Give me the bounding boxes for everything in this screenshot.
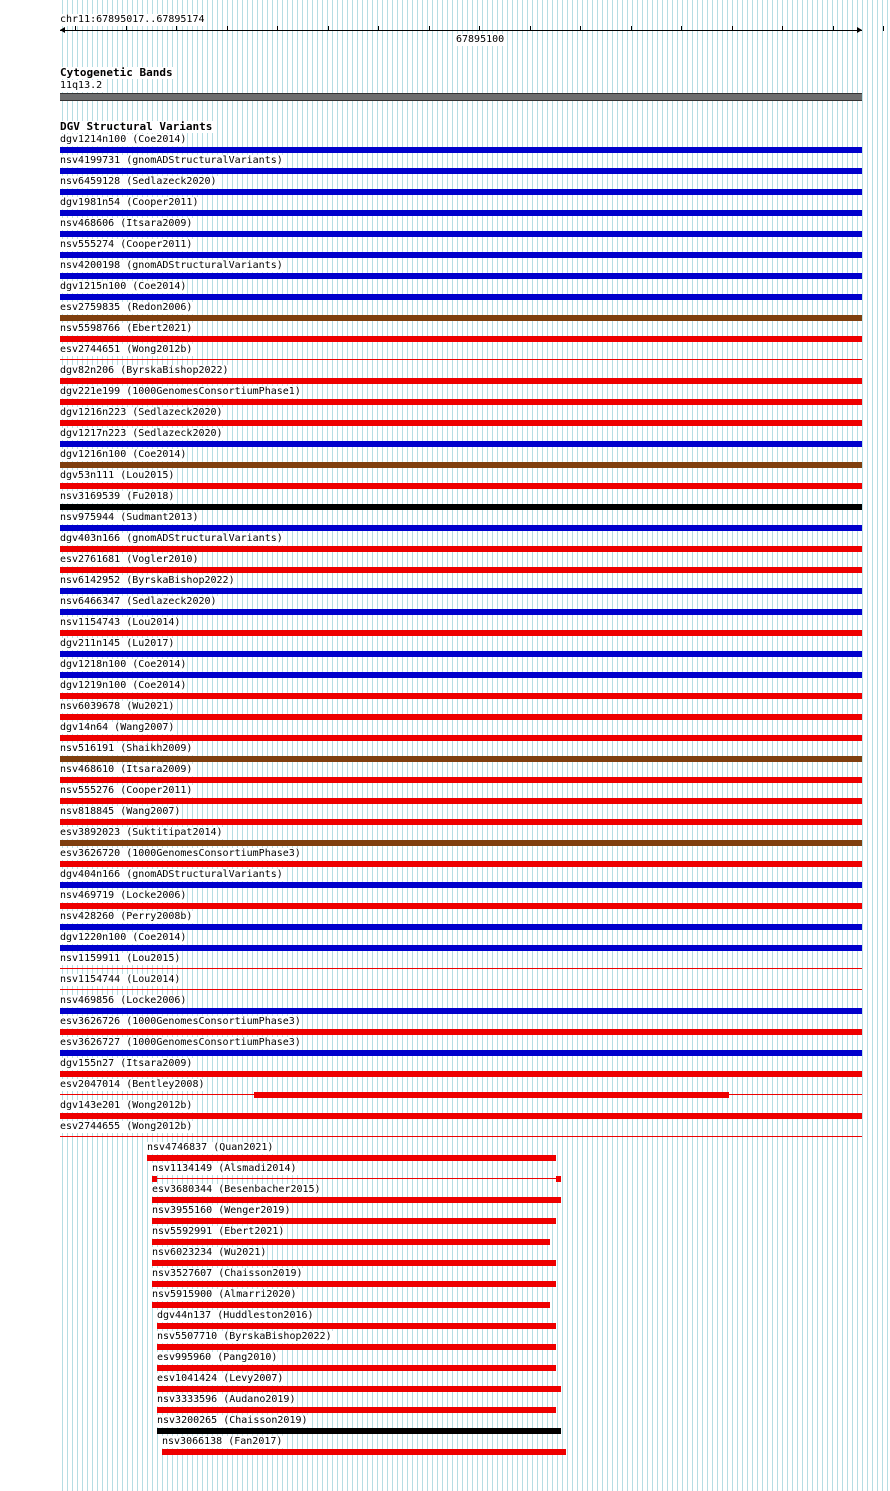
grid-line bbox=[887, 0, 888, 1491]
grid-line bbox=[552, 0, 553, 1491]
dgv-feature-label[interactable]: nsv4200198 (gnomADStructuralVariants) bbox=[60, 260, 283, 271]
grid-line bbox=[822, 0, 823, 1491]
dgv-feature-label[interactable]: esv2759835 (Redon2006) bbox=[60, 302, 193, 313]
dgv-feature-label[interactable]: nsv469856 (Locke2006) bbox=[60, 995, 187, 1006]
grid-line bbox=[622, 0, 623, 1491]
dgv-feature-label[interactable]: nsv3955160 (Wenger2019) bbox=[152, 1205, 291, 1216]
dgv-feature-label[interactable]: dgv1220n100 (Coe2014) bbox=[60, 932, 187, 943]
grid-line bbox=[662, 0, 663, 1491]
dgv-feature-label[interactable]: nsv469719 (Locke2006) bbox=[60, 890, 187, 901]
ruler-tick bbox=[580, 26, 581, 31]
grid-line bbox=[432, 0, 433, 1491]
dgv-feature-label[interactable]: nsv6023234 (Wu2021) bbox=[152, 1247, 267, 1258]
dgv-feature-bar[interactable] bbox=[60, 819, 862, 825]
grid-line bbox=[477, 0, 478, 1491]
grid-line bbox=[442, 0, 443, 1491]
dgv-feature-bar[interactable] bbox=[60, 252, 862, 258]
grid-line bbox=[607, 0, 608, 1491]
grid-line bbox=[827, 0, 828, 1491]
dgv-feature-label[interactable]: nsv5598766 (Ebert2021) bbox=[60, 323, 193, 334]
grid-line bbox=[377, 0, 378, 1491]
grid-line bbox=[612, 0, 613, 1491]
dgv-feature-label[interactable]: nsv1159911 (Lou2015) bbox=[60, 953, 181, 964]
dgv-feature-label[interactable]: dgv1219n100 (Coe2014) bbox=[60, 680, 187, 691]
dgv-feature-label[interactable]: nsv1154743 (Lou2014) bbox=[60, 617, 181, 628]
dgv-feature-label[interactable]: nsv3066138 (Fan2017) bbox=[162, 1436, 283, 1447]
grid-line bbox=[312, 0, 313, 1491]
dgv-feature-bar[interactable] bbox=[60, 651, 862, 657]
grid-line bbox=[387, 0, 388, 1491]
grid-line bbox=[517, 0, 518, 1491]
dgv-feature-label[interactable]: dgv1214n100 (Coe2014) bbox=[60, 134, 187, 145]
dgv-feature-bar[interactable] bbox=[60, 504, 862, 510]
grid-line bbox=[362, 0, 363, 1491]
dgv-feature-bar[interactable] bbox=[152, 1260, 556, 1266]
dgv-feature-label[interactable]: esv2761681 (Vogler2010) bbox=[60, 554, 199, 565]
ruler-tick bbox=[176, 26, 177, 31]
ruler-tick bbox=[429, 26, 430, 31]
ruler-right-arrow-icon bbox=[857, 27, 862, 33]
dgv-feature-label[interactable]: dgv155n27 (Itsara2009) bbox=[60, 1058, 193, 1069]
dgv-feature-label[interactable]: nsv468610 (Itsara2009) bbox=[60, 764, 193, 775]
dgv-feature-label[interactable]: dgv1981n54 (Cooper2011) bbox=[60, 197, 199, 208]
grid-line bbox=[522, 0, 523, 1491]
ruler-tick bbox=[530, 26, 531, 31]
grid-line bbox=[762, 0, 763, 1491]
grid-line bbox=[532, 0, 533, 1491]
grid-line bbox=[817, 0, 818, 1491]
dgv-feature-bar[interactable] bbox=[60, 693, 862, 699]
dgv-feature-label[interactable]: dgv143e201 (Wong2012b) bbox=[60, 1100, 193, 1111]
dgv-feature-bar[interactable] bbox=[60, 525, 862, 531]
grid-line bbox=[687, 0, 688, 1491]
dgv-feature-bar[interactable] bbox=[60, 630, 862, 636]
grid-line bbox=[467, 0, 468, 1491]
grid-line bbox=[402, 0, 403, 1491]
dgv-feature-label[interactable]: nsv468606 (Itsara2009) bbox=[60, 218, 193, 229]
dgv-feature-label[interactable]: dgv403n166 (gnomADStructuralVariants) bbox=[60, 533, 283, 544]
grid-line bbox=[657, 0, 658, 1491]
grid-line bbox=[367, 0, 368, 1491]
ruler-tick bbox=[681, 26, 682, 31]
grid-line bbox=[877, 0, 878, 1491]
ruler-tick bbox=[782, 26, 783, 31]
dgv-feature-label[interactable]: dgv82n206 (ByrskaBishop2022) bbox=[60, 365, 229, 376]
ruler-tick bbox=[883, 26, 884, 31]
dgv-feature-label[interactable]: nsv4746837 (Quan2021) bbox=[147, 1142, 274, 1153]
dgv-feature-label[interactable]: nsv1154744 (Lou2014) bbox=[60, 974, 181, 985]
dgv-feature-label[interactable]: esv3680344 (Besenbacher2015) bbox=[152, 1184, 321, 1195]
dgv-feature-bar[interactable] bbox=[60, 294, 862, 300]
ruler-tick bbox=[833, 26, 834, 31]
grid-line bbox=[542, 0, 543, 1491]
grid-line bbox=[707, 0, 708, 1491]
dgv-feature-label[interactable]: esv3626727 (1000GenomesConsortiumPhase3) bbox=[60, 1037, 301, 1048]
dgv-feature-label[interactable]: nsv3527607 (Chaisson2019) bbox=[152, 1268, 303, 1279]
dgv-feature-label[interactable]: esv995960 (Pang2010) bbox=[157, 1352, 278, 1363]
dgv-feature-bar[interactable] bbox=[60, 168, 862, 174]
grid-line bbox=[482, 0, 483, 1491]
grid-line bbox=[452, 0, 453, 1491]
dgv-feature-bar[interactable] bbox=[60, 735, 862, 741]
grid-line bbox=[862, 0, 863, 1491]
ruler-tick bbox=[227, 26, 228, 31]
grid-line bbox=[472, 0, 473, 1491]
grid-line bbox=[457, 0, 458, 1491]
grid-line bbox=[682, 0, 683, 1491]
dgv-feature-line[interactable] bbox=[60, 968, 862, 969]
dgv-feature-bar[interactable] bbox=[60, 756, 862, 762]
dgv-feature-label[interactable]: nsv3169539 (Fu2018) bbox=[60, 491, 175, 502]
dgv-feature-line[interactable] bbox=[60, 1136, 862, 1137]
grid-line bbox=[417, 0, 418, 1491]
dgv-feature-label[interactable]: nsv818845 (Wang2007) bbox=[60, 806, 181, 817]
grid-line bbox=[647, 0, 648, 1491]
dgv-feature-bar[interactable] bbox=[157, 1407, 556, 1413]
dgv-feature-bar[interactable] bbox=[60, 777, 862, 783]
ruler-tick bbox=[75, 26, 76, 31]
dgv-feature-label[interactable]: dgv14n64 (Wang2007) bbox=[60, 722, 175, 733]
grid-line bbox=[632, 0, 633, 1491]
grid-line bbox=[567, 0, 568, 1491]
dgv-feature-label[interactable]: nsv1134149 (Alsmadi2014) bbox=[152, 1163, 297, 1174]
dgv-feature-block[interactable] bbox=[152, 1176, 157, 1182]
grid-line bbox=[692, 0, 693, 1491]
dgv-feature-label[interactable]: esv2744651 (Wong2012b) bbox=[60, 344, 193, 355]
dgv-feature-label[interactable]: nsv428260 (Perry2008b) bbox=[60, 911, 193, 922]
grid-line bbox=[782, 0, 783, 1491]
ruler-tick bbox=[479, 26, 480, 31]
cytoband-track-title[interactable]: Cytogenetic Bands bbox=[60, 66, 173, 79]
grid-line bbox=[502, 0, 503, 1491]
dgv-feature-bar[interactable] bbox=[60, 546, 862, 552]
grid-line bbox=[712, 0, 713, 1491]
grid-line bbox=[397, 0, 398, 1491]
dgv-feature-bar[interactable] bbox=[60, 273, 862, 279]
dgv-feature-block[interactable] bbox=[556, 1176, 561, 1182]
grid-line bbox=[592, 0, 593, 1491]
dgv-feature-label[interactable]: dgv53n111 (Lou2015) bbox=[60, 470, 175, 481]
dgv-feature-bar[interactable] bbox=[60, 336, 862, 342]
grid-line bbox=[447, 0, 448, 1491]
grid-line bbox=[547, 0, 548, 1491]
dgv-feature-bar[interactable] bbox=[60, 1050, 862, 1056]
dgv-feature-label[interactable]: nsv5507710 (ByrskaBishop2022) bbox=[157, 1331, 332, 1342]
dgv-feature-label[interactable]: nsv3333596 (Audano2019) bbox=[157, 1394, 296, 1405]
dgv-feature-label[interactable]: nsv5592991 (Ebert2021) bbox=[152, 1226, 285, 1237]
dgv-feature-bar[interactable] bbox=[60, 609, 862, 615]
grid-line bbox=[847, 0, 848, 1491]
grid-line bbox=[492, 0, 493, 1491]
dgv-feature-label[interactable]: nsv6459128 (Sedlazeck2020) bbox=[60, 176, 217, 187]
dgv-feature-bar[interactable] bbox=[60, 588, 862, 594]
dgv-feature-bar[interactable] bbox=[60, 1008, 862, 1014]
cytoband-label: 11q13.2 bbox=[60, 80, 103, 91]
ruler-tick-label: 67895100 bbox=[456, 34, 505, 45]
grid-line bbox=[337, 0, 338, 1491]
dgv-feature-bar[interactable] bbox=[157, 1365, 556, 1371]
grid-line bbox=[412, 0, 413, 1491]
grid-line bbox=[652, 0, 653, 1491]
grid-line bbox=[627, 0, 628, 1491]
ruler-tick bbox=[732, 26, 733, 31]
ruler-region-label: chr11:67895017..67895174 bbox=[60, 14, 205, 25]
ruler-left-arrow-icon bbox=[60, 27, 65, 33]
grid-line bbox=[512, 0, 513, 1491]
grid-line bbox=[407, 0, 408, 1491]
grid-line bbox=[617, 0, 618, 1491]
dgv-feature-label[interactable]: dgv44n137 (Huddleston2016) bbox=[157, 1310, 314, 1321]
dgv-feature-bar[interactable] bbox=[157, 1344, 556, 1350]
dgv-feature-label[interactable]: nsv4199731 (gnomADStructuralVariants) bbox=[60, 155, 283, 166]
dgv-feature-bar[interactable] bbox=[157, 1386, 561, 1392]
dgv-feature-bar[interactable] bbox=[60, 483, 862, 489]
dgv-feature-bar[interactable] bbox=[60, 441, 862, 447]
grid-line bbox=[807, 0, 808, 1491]
grid-line bbox=[772, 0, 773, 1491]
grid-line bbox=[527, 0, 528, 1491]
ruler-tick bbox=[277, 26, 278, 31]
grid-line bbox=[667, 0, 668, 1491]
ruler-tick bbox=[378, 26, 379, 31]
dgv-feature-label[interactable]: nsv3200265 (Chaisson2019) bbox=[157, 1415, 308, 1426]
grid-line bbox=[352, 0, 353, 1491]
grid-line bbox=[717, 0, 718, 1491]
grid-line bbox=[797, 0, 798, 1491]
grid-line bbox=[747, 0, 748, 1491]
grid-line bbox=[842, 0, 843, 1491]
grid-line bbox=[462, 0, 463, 1491]
dgv-feature-label[interactable]: dgv221e199 (1000GenomesConsortiumPhase1) bbox=[60, 386, 301, 397]
dgv-feature-line[interactable] bbox=[152, 1178, 561, 1179]
dgv-feature-block[interactable] bbox=[254, 1092, 729, 1098]
grid-line bbox=[332, 0, 333, 1491]
dgv-feature-bar[interactable] bbox=[60, 924, 862, 930]
dgv-feature-bar[interactable] bbox=[60, 945, 862, 951]
dgv-feature-bar[interactable] bbox=[152, 1218, 556, 1224]
grid-line bbox=[752, 0, 753, 1491]
dgv-feature-label[interactable]: dgv1217n223 (Sedlazeck2020) bbox=[60, 428, 223, 439]
grid-line bbox=[642, 0, 643, 1491]
dgv-feature-bar[interactable] bbox=[60, 1113, 862, 1119]
ruler-tick bbox=[631, 26, 632, 31]
grid-line bbox=[342, 0, 343, 1491]
dgv-feature-label[interactable]: esv2047014 (Bentley2008) bbox=[60, 1079, 205, 1090]
cytoband-bar[interactable] bbox=[60, 93, 862, 101]
dgv-feature-label[interactable]: esv3626726 (1000GenomesConsortiumPhase3) bbox=[60, 1016, 301, 1027]
dgv-feature-label[interactable]: nsv516191 (Shaikh2009) bbox=[60, 743, 193, 754]
grid-line bbox=[427, 0, 428, 1491]
grid-line bbox=[872, 0, 873, 1491]
dgv-feature-bar[interactable] bbox=[60, 231, 862, 237]
grid-line bbox=[837, 0, 838, 1491]
grid-line bbox=[857, 0, 858, 1491]
dgv-feature-label[interactable]: esv3892023 (Suktitipat2014) bbox=[60, 827, 223, 838]
dgv-feature-label[interactable]: nsv6466347 (Sedlazeck2020) bbox=[60, 596, 217, 607]
dgv-feature-bar[interactable] bbox=[60, 420, 862, 426]
dgv-feature-bar[interactable] bbox=[60, 147, 862, 153]
dgv-feature-bar[interactable] bbox=[152, 1197, 561, 1203]
dgv-feature-label[interactable]: nsv5915900 (Almarri2020) bbox=[152, 1289, 297, 1300]
dgv-feature-bar[interactable] bbox=[60, 378, 862, 384]
grid-line bbox=[742, 0, 743, 1491]
grid-line bbox=[307, 0, 308, 1491]
dgv-feature-bar[interactable] bbox=[152, 1302, 550, 1308]
dgv-feature-label[interactable]: dgv404n166 (gnomADStructuralVariants) bbox=[60, 869, 283, 880]
grid-line bbox=[727, 0, 728, 1491]
grid-line bbox=[382, 0, 383, 1491]
dgv-track-title[interactable]: DGV Structural Variants bbox=[60, 120, 213, 133]
grid-line bbox=[577, 0, 578, 1491]
dgv-feature-bar[interactable] bbox=[60, 210, 862, 216]
grid-line bbox=[537, 0, 538, 1491]
dgv-feature-bar[interactable] bbox=[60, 315, 862, 321]
dgv-feature-label[interactable]: nsv975944 (Sudmant2013) bbox=[60, 512, 199, 523]
dgv-feature-bar[interactable] bbox=[60, 399, 862, 405]
grid-line bbox=[882, 0, 883, 1491]
dgv-feature-bar[interactable] bbox=[147, 1155, 556, 1161]
grid-line bbox=[347, 0, 348, 1491]
dgv-feature-label[interactable]: esv3626720 (1000GenomesConsortiumPhase3) bbox=[60, 848, 301, 859]
dgv-feature-label[interactable]: nsv555274 (Cooper2011) bbox=[60, 239, 193, 250]
grid-line bbox=[372, 0, 373, 1491]
grid-line bbox=[392, 0, 393, 1491]
dgv-feature-bar[interactable] bbox=[157, 1323, 556, 1329]
ruler-tick bbox=[126, 26, 127, 31]
grid-line bbox=[557, 0, 558, 1491]
dgv-feature-bar[interactable] bbox=[60, 672, 862, 678]
grid-line bbox=[737, 0, 738, 1491]
dgv-feature-label[interactable]: nsv555276 (Cooper2011) bbox=[60, 785, 193, 796]
dgv-feature-bar[interactable] bbox=[152, 1281, 556, 1287]
grid-line bbox=[677, 0, 678, 1491]
grid-line bbox=[507, 0, 508, 1491]
dgv-feature-bar[interactable] bbox=[162, 1449, 566, 1455]
ruler-axis bbox=[60, 30, 862, 31]
grid-line bbox=[812, 0, 813, 1491]
grid-line bbox=[802, 0, 803, 1491]
grid-line bbox=[572, 0, 573, 1491]
dgv-feature-line[interactable] bbox=[60, 359, 862, 360]
dgv-feature-bar[interactable] bbox=[60, 462, 862, 468]
dgv-feature-label[interactable]: nsv6039678 (Wu2021) bbox=[60, 701, 175, 712]
grid-line bbox=[672, 0, 673, 1491]
dgv-feature-label[interactable]: nsv6142952 (ByrskaBishop2022) bbox=[60, 575, 235, 586]
grid-line bbox=[562, 0, 563, 1491]
dgv-feature-bar[interactable] bbox=[60, 882, 862, 888]
dgv-feature-label[interactable]: dgv1216n223 (Sedlazeck2020) bbox=[60, 407, 223, 418]
dgv-feature-bar[interactable] bbox=[60, 861, 862, 867]
dgv-feature-line[interactable] bbox=[60, 989, 862, 990]
dgv-feature-bar[interactable] bbox=[60, 714, 862, 720]
grid-line bbox=[317, 0, 318, 1491]
dgv-feature-bar[interactable] bbox=[60, 567, 862, 573]
dgv-feature-bar[interactable] bbox=[60, 903, 862, 909]
grid-line bbox=[832, 0, 833, 1491]
dgv-feature-bar[interactable] bbox=[60, 840, 862, 846]
grid-line bbox=[582, 0, 583, 1491]
grid-line bbox=[597, 0, 598, 1491]
grid-line bbox=[722, 0, 723, 1491]
grid-line bbox=[702, 0, 703, 1491]
grid-line bbox=[497, 0, 498, 1491]
grid-line bbox=[777, 0, 778, 1491]
dgv-feature-bar[interactable] bbox=[152, 1239, 550, 1245]
grid-line bbox=[602, 0, 603, 1491]
grid-line bbox=[767, 0, 768, 1491]
grid-line bbox=[757, 0, 758, 1491]
dgv-feature-label[interactable]: dgv1215n100 (Coe2014) bbox=[60, 281, 187, 292]
ruler-tick bbox=[328, 26, 329, 31]
grid-line bbox=[357, 0, 358, 1491]
grid-line bbox=[322, 0, 323, 1491]
grid-line bbox=[487, 0, 488, 1491]
dgv-feature-bar[interactable] bbox=[60, 189, 862, 195]
grid-line bbox=[327, 0, 328, 1491]
grid-line bbox=[437, 0, 438, 1491]
dgv-feature-label[interactable]: esv1041424 (Levy2007) bbox=[157, 1373, 284, 1384]
dgv-feature-bar[interactable] bbox=[60, 798, 862, 804]
grid-line bbox=[587, 0, 588, 1491]
dgv-feature-bar[interactable] bbox=[60, 1071, 862, 1077]
grid-line bbox=[867, 0, 868, 1491]
grid-line bbox=[422, 0, 423, 1491]
grid-line bbox=[697, 0, 698, 1491]
dgv-feature-label[interactable]: dgv1218n100 (Coe2014) bbox=[60, 659, 187, 670]
dgv-feature-bar[interactable] bbox=[157, 1428, 561, 1434]
grid-line bbox=[852, 0, 853, 1491]
grid-line bbox=[637, 0, 638, 1491]
dgv-feature-label[interactable]: dgv1216n100 (Coe2014) bbox=[60, 449, 187, 460]
dgv-feature-bar[interactable] bbox=[60, 1029, 862, 1035]
grid-line bbox=[787, 0, 788, 1491]
dgv-feature-label[interactable]: esv2744655 (Wong2012b) bbox=[60, 1121, 193, 1132]
dgv-feature-label[interactable]: dgv211n145 (Lu2017) bbox=[60, 638, 175, 649]
grid-line bbox=[732, 0, 733, 1491]
grid-line bbox=[792, 0, 793, 1491]
